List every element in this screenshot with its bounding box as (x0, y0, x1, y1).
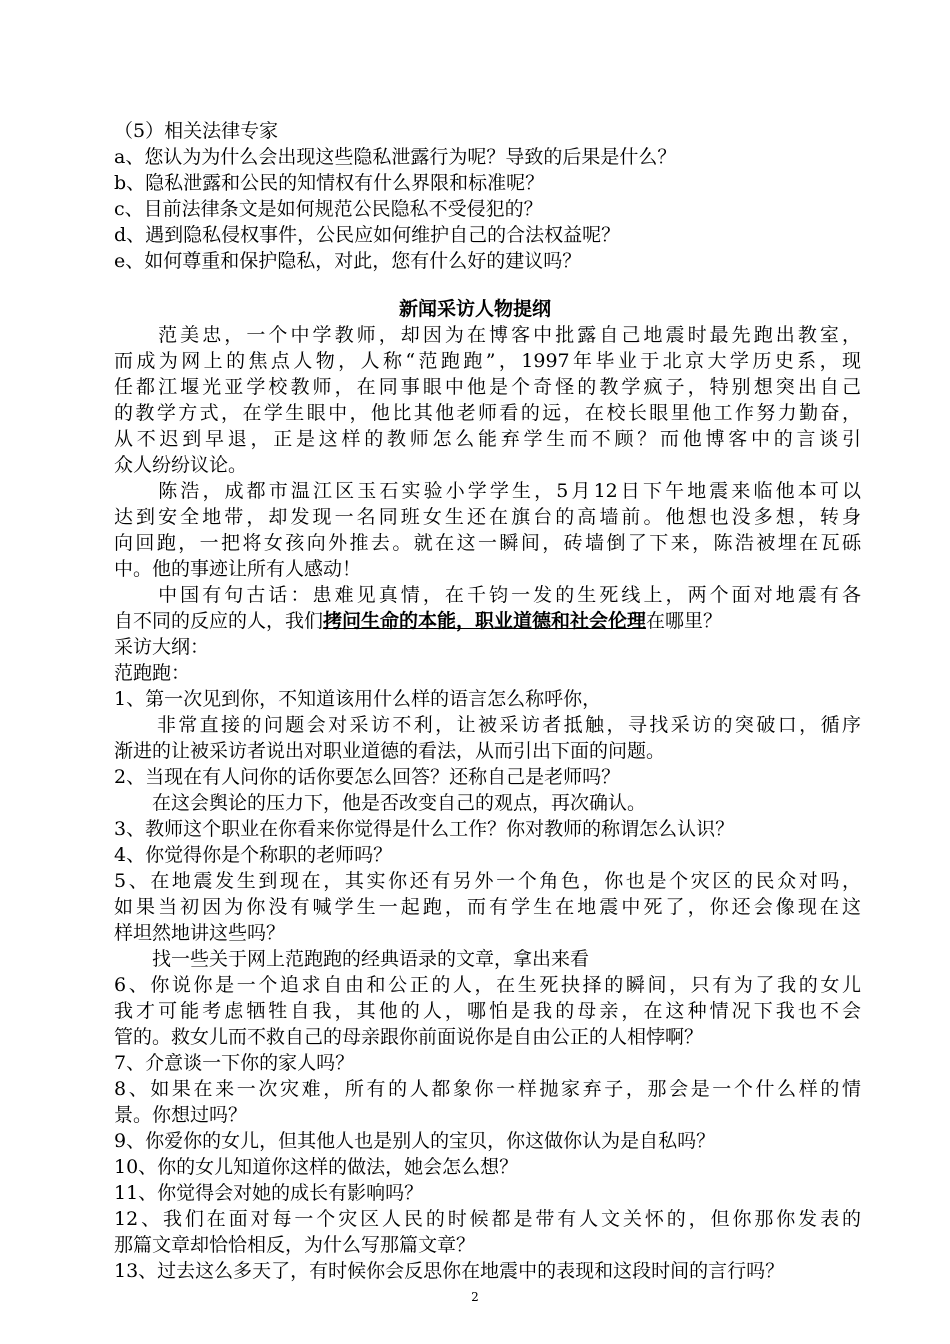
paragraph-line: 陈浩，成都市温江区玉石实验小学学生，5月12日下午地震来临他本可以 (114, 480, 861, 502)
question-line: 那篇文章却恰恰相反，为什么写那篇文章？ (114, 1234, 476, 1256)
question-line: 13、过去这么多天了，有时候你会反思你在地震中的表现和这段时间的言行吗？ (114, 1260, 785, 1282)
emphasized-text: 拷问生命的本能，职业道德和社会伦理 (323, 610, 647, 632)
question-line: 12、我们在面对每一个灾区人民的时候都是带有人文关怀的，但你那你发表的 (114, 1208, 861, 1230)
paragraph-line: 中。他的事迹让所有人感动！ (114, 558, 362, 580)
question-line: 10、你的女儿知道你这样的做法，她会怎么想？ (114, 1156, 519, 1178)
question-line: 2、当现在有人问你的话你要怎么回答？还称自己是老师吗？ (114, 766, 621, 788)
paragraph-line: 从不迟到早退，正是这样的教师怎么能弃学生而不顾？而他博客中的言谈引 (114, 428, 861, 450)
paragraph-line: 向回跑，一把将女孩向外推去。就在这一瞬间，砖墙倒了下来，陈浩被埋在瓦砾 (114, 532, 861, 554)
question-line: 在这会舆论的压力下，他是否改变自己的观点，再次确认。 (114, 792, 647, 814)
question-line: 9、你爱你的女儿，但其他人也是别人的宝贝，你这做你认为是自私吗？ (114, 1130, 716, 1152)
question-line: 非常直接的问题会对采访不利，让被采访者抵触，寻找采访的突破口，循序 (114, 714, 861, 736)
paragraph-line: 达到安全地带，却发现一名同班女生还在旗台的高墙前。他想也没多想，转身 (114, 506, 861, 528)
question-line: 3、教师这个职业在你看来你觉得是什么工作？你对教师的称谓怎么认识？ (114, 818, 735, 840)
question-line: 样坦然地讲这些吗？ (114, 922, 286, 944)
section-heading: （5）相关法律专家 (114, 120, 279, 142)
paragraph-line: 众人纷纷议论。 (114, 454, 248, 476)
question-line: 6、你说你是一个追求自由和公正的人，在生死抉择的瞬间，只有为了我的女儿 (114, 974, 861, 996)
question-line: 5、在地震发生到现在，其实你还有另外一个角色，你也是个灾区的民众对吗， (114, 870, 861, 892)
question-line: 管的。救女儿而不救自己的母亲跟你前面说你是自由公正的人相悖啊？ (114, 1026, 704, 1048)
outline-label: 采访大纲： (114, 636, 210, 658)
question-line: 8、如果在来一次灾难，所有的人都象你一样抛家弃子，那会是一个什么样的情 (114, 1078, 861, 1100)
paragraph-line: 而成为网上的焦点人物，人称“范跑跑”，1997年毕业于北京大学历史系，现 (114, 350, 861, 372)
question-line: 7、介意谈一下你的家人吗？ (114, 1052, 355, 1074)
question-line: 11、你觉得会对她的成长有影响吗？ (114, 1182, 424, 1204)
list-item: c、目前法律条文是如何规范公民隐私不受侵犯的？ (114, 198, 543, 220)
paragraph-line: 中国有句古话：患难见真情，在千钧一发的生死线上，两个面对地震有各 (114, 584, 861, 606)
question-line: 景。你想过吗？ (114, 1104, 248, 1126)
question-line: 如果当初因为你没有喊学生一起跑，而有学生在地震中死了，你还会像现在这 (114, 896, 861, 918)
list-item: d、遇到隐私侵权事件，公民应如何维护自己的合法权益呢？ (114, 224, 621, 246)
list-item: b、隐私泄露和公民的知情权有什么界限和标准呢？ (114, 172, 545, 194)
paragraph-line: 任都江堰光亚学校教师，在同事眼中他是个奇怪的教学疯子，特别想突出自己 (114, 376, 861, 398)
list-item: a、您认为为什么会出现这些隐私泄露行为呢？导致的后果是什么？ (114, 146, 677, 168)
text-run: 在哪里？ (646, 610, 723, 632)
interviewee-label: 范跑跑： (114, 662, 191, 684)
paragraph-line: 范美忠，一个中学教师，却因为在博客中批露自己地震时最先跑出教室， (114, 324, 861, 346)
question-line: 1、第一次见到你，不知道该用什么样的语言怎么称呼你， (114, 688, 602, 710)
paragraph-line: 的教学方式，在学生眼中，他比其他老师看的远，在校长眼里他工作努力勤奋， (114, 402, 861, 424)
list-item: e、如何尊重和保护隐私，对此，您有什么好的建议吗？ (114, 250, 582, 272)
text-run: 自不同的反应的人，我们 (114, 610, 324, 632)
question-line: 渐进的让被采访者说出对职业道德的看法，从而引出下面的问题。 (114, 740, 666, 762)
page-number: 2 (471, 1290, 479, 1304)
question-line: 我才可能考虑牺牲自我，其他的人，哪怕是我的母亲，在这种情况下我也不会 (114, 1000, 861, 1022)
question-line: 找一些关于网上范跑跑的经典语录的文章，拿出来看 (114, 948, 590, 970)
paragraph-line (114, 608, 722, 634)
document-title: 新闻采访人物提纲 (398, 298, 551, 320)
question-line: 4、你觉得你是个称职的老师吗？ (114, 844, 393, 866)
